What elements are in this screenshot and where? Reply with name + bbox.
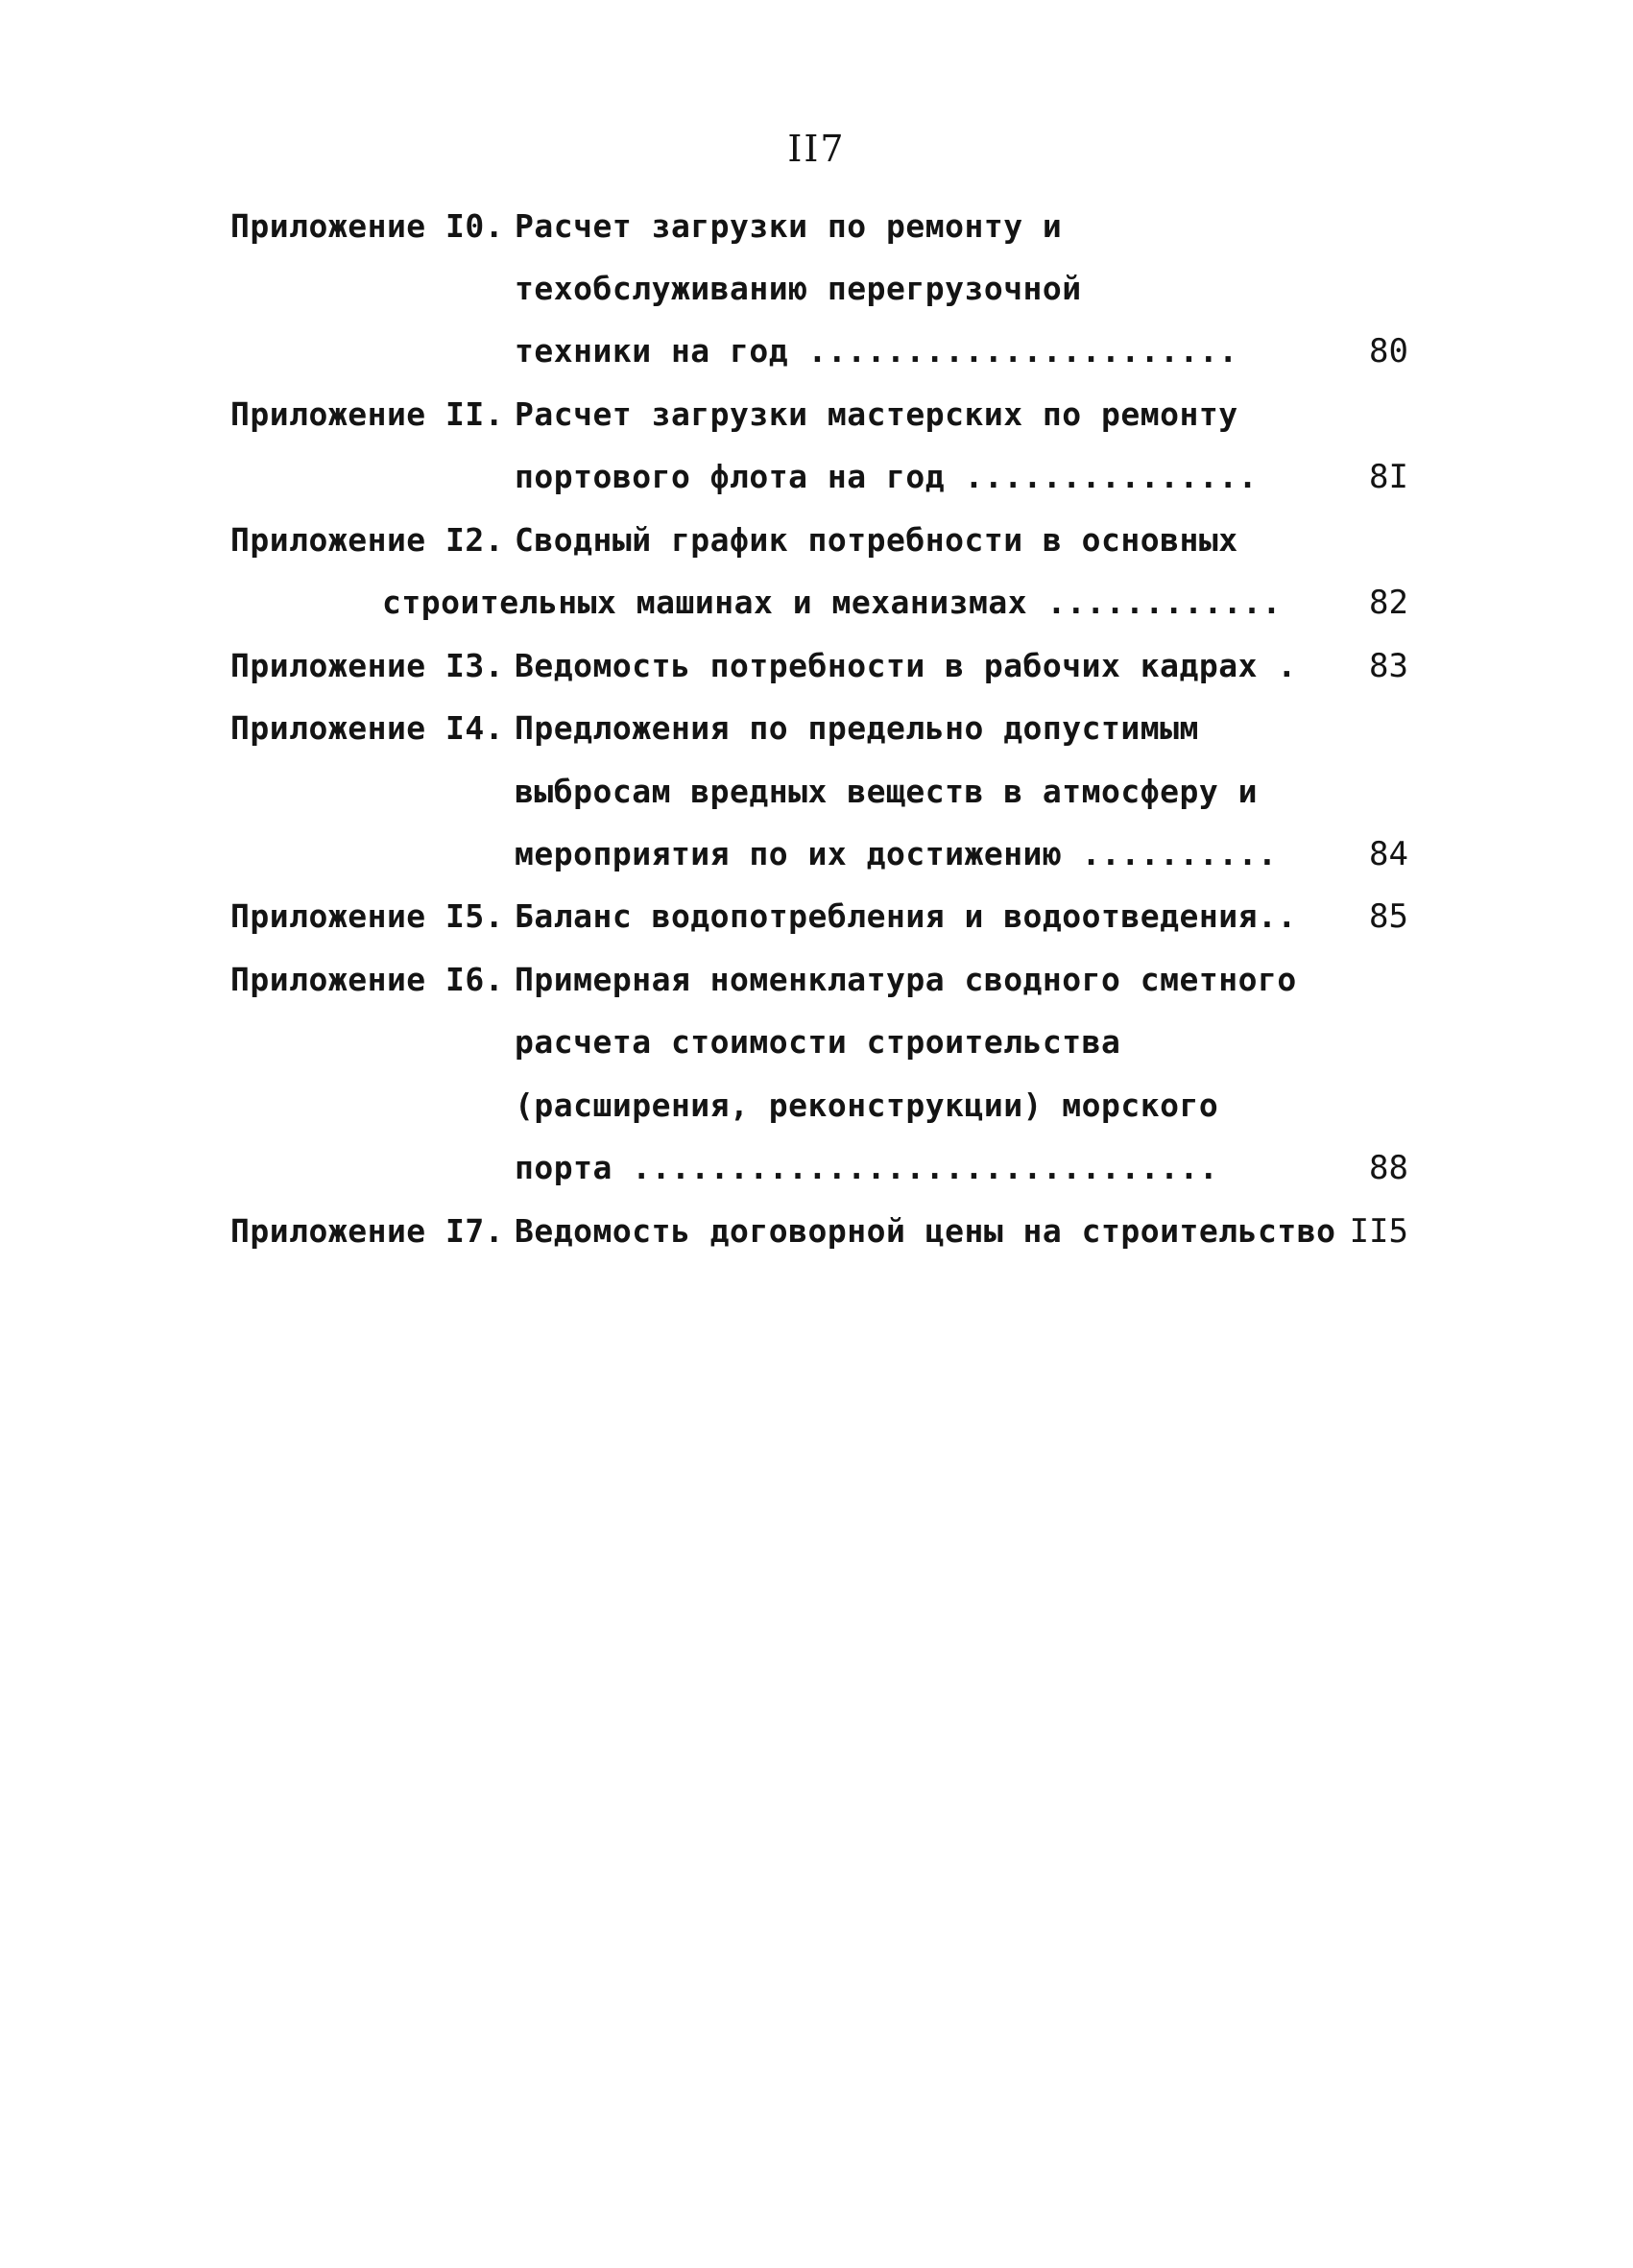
toc-entry-page: 85: [1369, 897, 1408, 936]
toc-entry-text: Расчет загрузки по ремонту и: [515, 207, 1063, 245]
toc-entry-page: 84: [1369, 835, 1408, 873]
page-number: II7: [787, 128, 846, 170]
toc-entry-label: Приложение I3.: [230, 647, 505, 684]
toc-entry-label: Приложение I4.: [230, 709, 505, 747]
toc-entry-text: Предложения по предельно допустимым: [515, 709, 1199, 747]
toc-entry-label: Приложение I7.: [230, 1212, 505, 1250]
toc-entry-text: выбросам вредных веществ в атмосферу и: [515, 773, 1258, 810]
toc-entry-label: Приложение II.: [230, 395, 505, 433]
toc-entry-text: расчета стоимости строительства: [515, 1023, 1121, 1061]
toc-entry-page: 80: [1369, 332, 1408, 370]
toc-entry-page: 83: [1369, 647, 1408, 685]
toc-entry-text: Расчет загрузки мастерских по ремонту: [515, 395, 1238, 433]
toc-entry-text: (расширения, реконструкции) морского: [515, 1086, 1219, 1124]
toc-entry-text: Ведомость договорной цены на строительство: [515, 1212, 1336, 1250]
toc-entry-text: техники на год ......................: [515, 332, 1238, 370]
toc-entry-text: Ведомость потребности в рабочих кадрах .: [515, 647, 1297, 684]
toc-entry-text: техобслуживанию перегрузочной: [515, 270, 1082, 307]
toc-entry-page: 8I: [1369, 458, 1408, 496]
toc-entry-page: II5: [1349, 1212, 1408, 1251]
toc-entry-text: мероприятия по их достижению ..........: [515, 835, 1278, 872]
toc-entry-page: 82: [1369, 584, 1408, 622]
toc-entry-text: Примерная номенклатура сводного сметного: [515, 961, 1297, 998]
toc-entry-label: Приложение I0.: [230, 207, 505, 245]
toc-entry-text: Сводный график потребности в основных: [515, 521, 1238, 559]
toc-entry-text: портового флота на год ...............: [515, 458, 1258, 495]
toc-entry-text: порта ..............................: [515, 1149, 1219, 1186]
toc-entry-label: Приложение I5.: [230, 897, 505, 935]
toc-entry-text: строительных машинах и механизмах ............: [382, 584, 1282, 621]
toc-entry-label: Приложение I6.: [230, 961, 505, 998]
toc-entry-label: Приложение I2.: [230, 521, 505, 559]
toc-entry-page: 88: [1369, 1149, 1408, 1187]
toc-entry-text: Баланс водопотребления и водоотведения..: [515, 897, 1297, 935]
